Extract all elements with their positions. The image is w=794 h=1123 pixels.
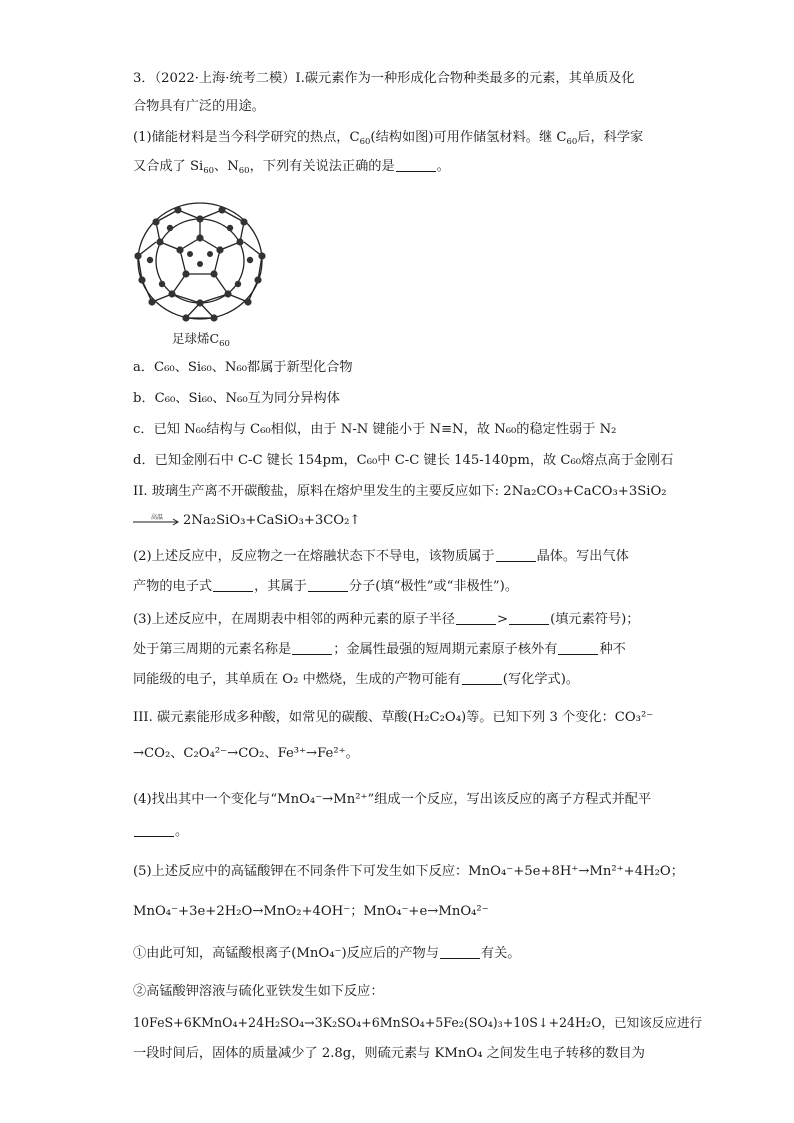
q1-line2: 又合成了 $Si_{60}$、$N_{60}$，下列有关说法正确的是 。 xyxy=(133,159,450,176)
part-ii-intro: II. 玻璃生产离不开碳酸盐，原料在熔炉里发生的主要反应如下: 2Na₂CO₃+CaCO₃+3SiO₂ xyxy=(133,484,667,499)
part-ii-products: 2Na₂SiO₃+CaSiO₃+3CO₂↑ xyxy=(183,513,361,528)
answer-blank[interactable] xyxy=(440,946,480,959)
part-iii-changes: →CO₂、C₂O₄²⁻→CO₂、Fe³⁺→Fe²⁺。 xyxy=(133,746,359,761)
fullerene-c60-figure xyxy=(130,198,270,326)
answer-blank[interactable] xyxy=(456,612,496,625)
answer-blank[interactable] xyxy=(462,672,502,685)
answer-blank[interactable] xyxy=(292,642,332,655)
answer-blank[interactable] xyxy=(509,612,549,625)
q5-last-line: 一段时间后，固体的质量减少了 2.8g，则硫元素与 KMnO₄ 之间发生电子转移的数目为 xyxy=(133,1046,645,1061)
answer-blank[interactable] xyxy=(396,159,436,172)
answer-blank[interactable] xyxy=(213,579,253,592)
question-intro-cont: 合物具有广泛的用途。 xyxy=(133,99,265,114)
option-b: b．C₆₀、Si₆₀、N₆₀互为同分异构体 xyxy=(133,391,340,406)
option-c: c．已知 N₆₀结构与 C₆₀相似，由于 N-N 键能小于 N≡N，故 N₆₀的稳定性弱于 N₂ xyxy=(133,422,617,437)
q2-line2: 产物的电子式 ，其属于 分子(填“极性”或“非极性”)。 xyxy=(133,579,519,594)
q4-line1: (4)找出其中一个变化与“MnO₄⁻→Mn²⁺”组成一个反应，写出该反应的离子方程式并配平 xyxy=(133,792,652,807)
q5-sub2: ②高锰酸钾溶液与硫化亚铁发生如下反应： xyxy=(133,984,384,999)
q3-line2: 处于第三周期的元素名称是 ；金属性最强的短周期元素原子核外有 种不 xyxy=(133,642,626,657)
q3-line1: (3)上述反应中，在周期表中相邻的两种元素的原子半径 > (填元素符号)； xyxy=(133,612,640,627)
arrow-condition-label: 高温 xyxy=(151,514,164,521)
option-d: d．已知金刚石中 C-C 键长 154pm，C₆₀中 C-C 键长 145-140pm，故 C₆₀熔点高于金刚石 xyxy=(133,453,674,468)
figure-caption: 足球烯$C_{60}$ xyxy=(172,331,230,349)
answer-blank[interactable] xyxy=(496,549,536,562)
answer-blank[interactable] xyxy=(134,824,174,837)
q4-line2: 。 xyxy=(133,822,666,842)
q5-line2: MnO₄⁻+3e+2H₂O→MnO₂+4OH⁻；MnO₄⁻+e→MnO₄²⁻ xyxy=(133,904,489,919)
q2-line1: (2)上述反应中，反应物之一在熔融状态下不导电，该物质属于 晶体。写出气体 xyxy=(133,549,629,564)
answer-blank[interactable] xyxy=(308,579,348,592)
q5-line1: (5)上述反应中的高锰酸钾在不同条件下可发生如下反应：MnO₄⁻+5e+8H⁺→Mn²⁺+4H₂O； xyxy=(133,864,684,879)
q5-sub1: ①由此可知，高锰酸根离子(MnO₄⁻)反应后的产物与 有关。 xyxy=(133,946,521,961)
option-a: a．C₆₀、Si₆₀、N₆₀都属于新型化合物 xyxy=(133,360,353,375)
q3-line3: 同能级的电子，其单质在 O₂ 中燃烧，生成的产物可能有 (写化学式)。 xyxy=(133,672,580,687)
question-header: 3．（2022·上海·统考二模）I.碳元素作为一种形成化合物种类最多的元素，其单质及化 xyxy=(133,71,635,86)
q5-equation: 10FeS+6KMnO₄+24H₂SO₄→3K₂SO₄+6MnSO₄+5Fe₂(SO₄)₃+10S↓+24H₂O，已知该反应进行 xyxy=(133,1015,703,1030)
reaction-arrow-icon xyxy=(133,512,181,526)
q1-line1: (1)储能材料是当今科学研究的热点，$C_{60}$(结构如图)可用作储氢材料。继 $C_{60}$后，科学家 xyxy=(133,130,644,147)
answer-blank[interactable] xyxy=(558,642,598,655)
part-iii-intro: III. 碳元素能形成多种酸，如常见的碳酸、草酸(H₂C₂O₄)等。已知下列 3 个变化：CO₃²⁻ xyxy=(133,710,654,725)
